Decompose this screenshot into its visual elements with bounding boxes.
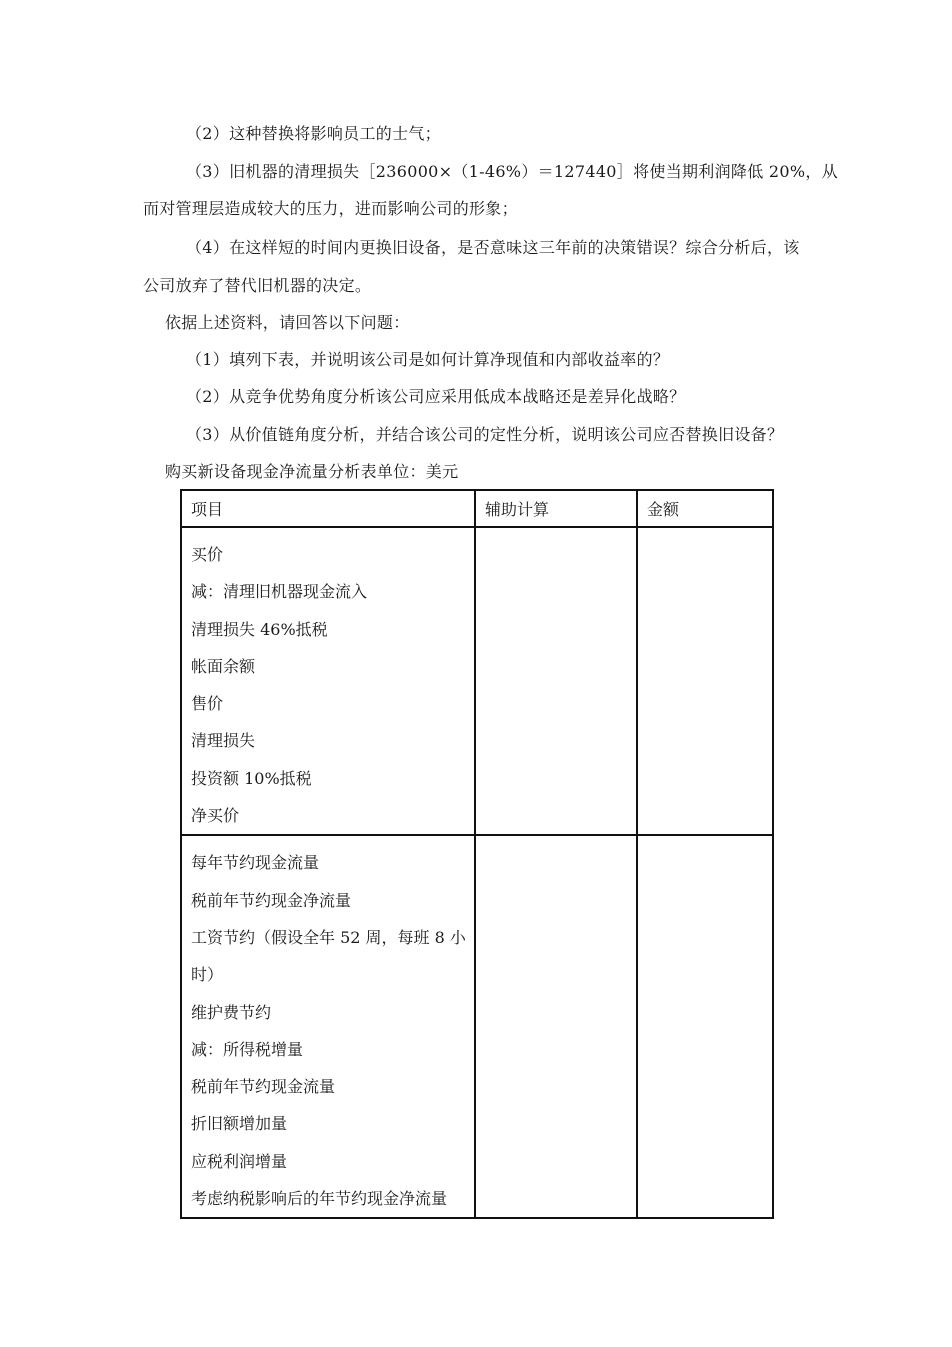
calc-cell bbox=[475, 527, 637, 835]
header-amount: 金额 bbox=[647, 500, 680, 519]
list-item: 维护费节约 bbox=[191, 1002, 272, 1022]
list-item: 买价 bbox=[191, 545, 224, 564]
table-header-row bbox=[181, 490, 773, 527]
header-cell bbox=[475, 490, 637, 527]
question-line: （3）从价值链角度分析，并结合该公司的定性分析，说明该公司应否替换旧设备？ bbox=[186, 425, 784, 444]
header-item: 项目 bbox=[191, 500, 224, 519]
list-item: 帐面余额 bbox=[191, 656, 256, 676]
amount-cell bbox=[637, 835, 773, 1218]
question-line: （2）从竞争优势角度分析该公司应采用低成本战略还是差异化战略？ bbox=[186, 387, 686, 406]
list-item: 税前年节约现金流量 bbox=[191, 1077, 336, 1097]
paragraph-line: 而对管理层造成较大的压力，进而影响公司的形象； bbox=[143, 199, 518, 218]
table-row-savings bbox=[181, 835, 773, 1218]
items-cell bbox=[181, 527, 475, 835]
amount-cell bbox=[637, 527, 773, 835]
calc-cell bbox=[475, 835, 637, 1218]
list-item: 清理损失 46%抵税 bbox=[191, 619, 328, 639]
list-item: 应税利润增量 bbox=[191, 1151, 288, 1171]
list-item: 每年节约现金流量 bbox=[191, 853, 320, 873]
list-item: 清理损失 bbox=[191, 731, 256, 751]
cash-flow-table bbox=[180, 489, 774, 1219]
header-cell bbox=[181, 490, 475, 527]
table-row-investment bbox=[181, 527, 773, 835]
list-item: 减：清理旧机器现金流入 bbox=[191, 582, 368, 602]
table-caption: 购买新设备现金净流量分析表单位：美元 bbox=[165, 462, 459, 481]
paragraph-line: 公司放弃了替代旧机器的决定。 bbox=[143, 276, 372, 295]
investment-item-list bbox=[182, 528, 474, 834]
list-item: 售价 bbox=[191, 694, 224, 714]
question-line: （1）填列下表，并说明该公司是如何计算净现值和内部收益率的？ bbox=[186, 350, 670, 369]
paragraph-line: 依据上述资料，请回答以下问题： bbox=[165, 313, 410, 332]
paragraph-line: （4）在这样短的时间内更换旧设备，是否意味这三年前的决策错误？综合分析后，该 bbox=[186, 238, 800, 257]
paragraph-line: （2）这种替换将影响员工的士气； bbox=[186, 124, 441, 143]
header-cell bbox=[637, 490, 773, 527]
list-item: 净买价 bbox=[191, 806, 240, 826]
list-item: 减：所得税增量 bbox=[191, 1039, 304, 1059]
paragraph-line: （3）旧机器的清理损失［236000×（1-46%）＝127440］将使当期利润降低 20%，从 bbox=[186, 162, 838, 181]
items-cell bbox=[181, 835, 475, 1218]
list-item: 考虑纳税影响后的年节约现金净流量 bbox=[191, 1189, 448, 1209]
list-item: 工资节约（假设全年 52 周，每班 8 小时） bbox=[191, 927, 466, 985]
list-item: 投资额 10%抵税 bbox=[191, 768, 312, 788]
header-calc: 辅助计算 bbox=[485, 500, 550, 519]
savings-item-list bbox=[182, 836, 474, 1217]
list-item: 折旧额增加量 bbox=[191, 1114, 288, 1134]
list-item: 税前年节约现金净流量 bbox=[191, 890, 352, 910]
